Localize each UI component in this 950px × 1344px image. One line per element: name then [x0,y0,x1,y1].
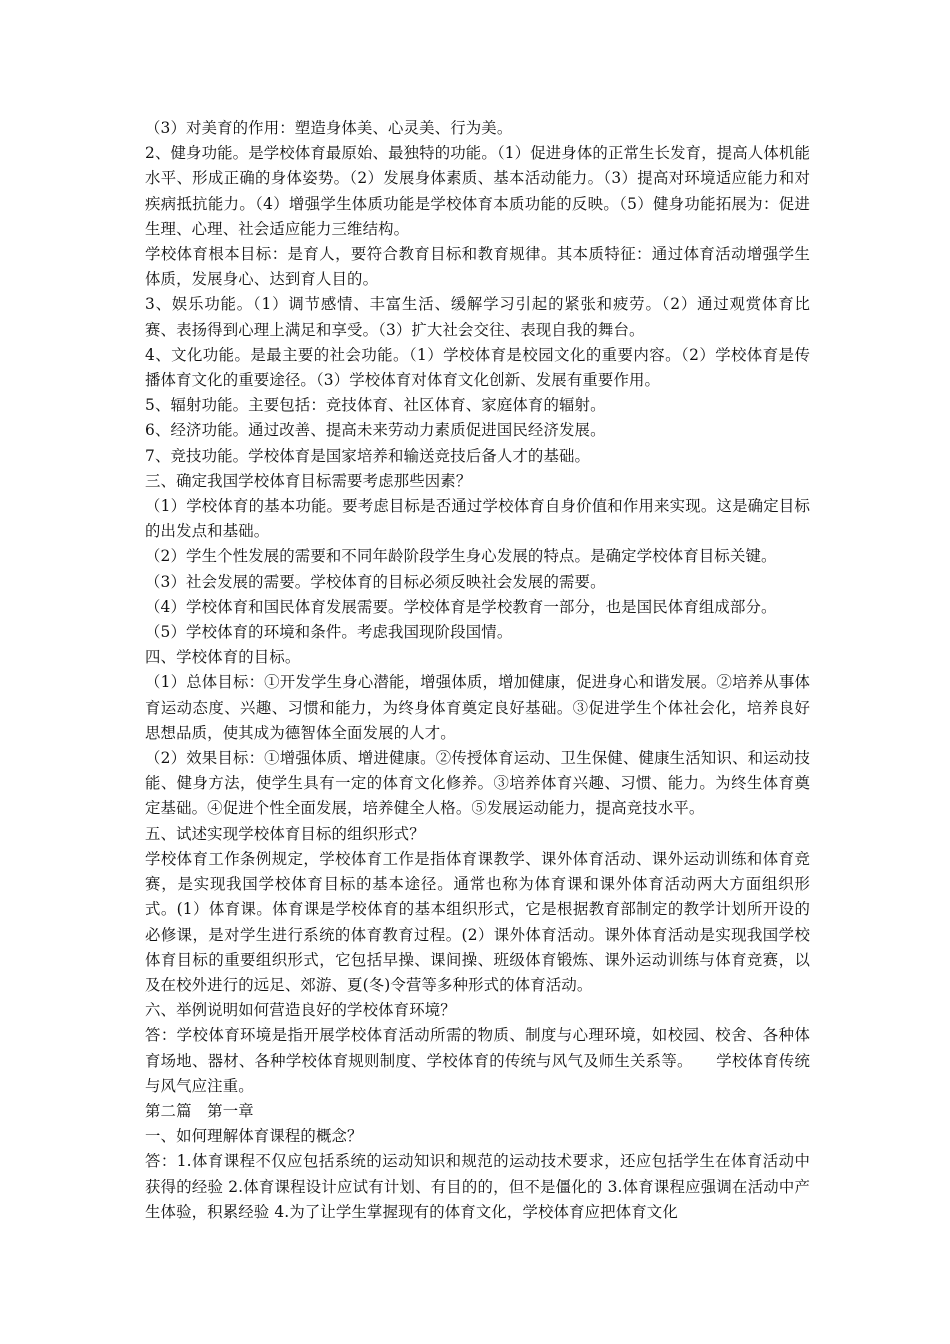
paragraph-factor-3: （3）社会发展的需要。学校体育的目标必须反映社会发展的需要。 [145,572,606,591]
paragraph-competitive-function: 7、竞技功能。学校体育是国家培养和输送竞技后备人才的基础。 [145,446,591,465]
paragraph-economic-function: 6、经济功能。通过改善、提高未来劳动力素质促进国民经济发展。 [145,421,606,440]
paragraph-factor-1: （1）学校体育的基本功能。要考虑目标是否通过学校体育自身价值和作用来实现。这是确定目标的出发点和基础。 [145,497,810,541]
paragraph-fundamental-goal: 学校体育根本目标：是育人，要符合教育目标和教育规律。其本质特征：通过体育活动增强学生体质，发展身心、达到育人目的。 [145,245,810,289]
document-page [145,116,810,1225]
paragraph-overall-goal: （1）总体目标：①开发学生身心潜能，增强体质，增加健康，促进身心和谐发展。②培养从事体育运动态度、兴趣、习惯和能力，为终身体育奠定良好基础。③促进学生个体社会化，培养良好思想品质，使其成为德智体全面发展的人才。 [145,673,810,742]
paragraph-effect-goal: （2）效果目标：①增强体质、增进健康。②传授体育运动、卫生保健、健康生活知识、和运动技能、健身方法，使学生具有一定的体育文化修养。③培养体育兴趣、习惯、能力。为终生体育奠定基础。④促进个性全面发展，培养健全人格。⑤发展运动能力，提高竞技水平。 [145,749,810,818]
paragraph-curriculum-answer: 答：1.体育课程不仅应包括系统的运动知识和规范的运动技术要求，还应包括学生在体育活动中获得的经验 2.体育课程设计应试有计划、有目的的，但不是僵化的 3.体育课程应强调在活动中产生体验，积累经验 4.为了让学生掌握现有的体育文化，学校体育应把体育文化 [145,1152,810,1221]
paragraph-factor-2: （2）学生个性发展的需要和不同年龄阶段学生身心发展的特点。是确定学校体育目标关键。 [145,547,777,566]
paragraph-factor-5: （5）学校体育的环境和条件。考虑我国现阶段国情。 [145,623,513,642]
paragraph-aesthetic-education: （3）对美育的作用：塑造身体美、心灵美、行为美。 [145,119,513,137]
heading-section-six: 六、举例说明如何营造良好的学校体育环境？ [145,1001,456,1020]
heading-part-two-chapter-one: 第二篇 第一章 [145,1101,254,1120]
heading-section-four: 四、学校体育的目标。 [145,648,301,667]
paragraph-entertainment-function: 3、娱乐功能。（1）调节感情、丰富生活、缓解学习引起的紧张和疲劳。（2）通过观赏体育比赛、表扬得到心理上满足和享受。（3）扩大社会交往、表现自我的舞台。 [145,295,810,339]
paragraph-radiation-function: 5、辐射功能。主要包括：竞技体育、社区体育、家庭体育的辐射。 [145,396,606,415]
heading-question-one: 一、如何理解体育课程的概念？ [145,1127,363,1146]
heading-section-three: 三、确定我国学校体育目标需要考虑那些因素？ [145,471,472,490]
paragraph-fitness-function: 2、健身功能。是学校体育最原始、最独特的功能。（1）促进身体的正常生长发育，提高人体机能水平、形成正确的身体姿势。（2）发展身体素质、基本活动能力。（3）提高对环境适应能力和对疾病抵抗能力。（4）增强学生体质功能是学校体育本质功能的反映。（5）健身功能拓展为：促进生理、心理、社会适应能力三维结构。 [145,144,810,238]
paragraph-cultural-function: 4、文化功能。是最主要的社会功能。（1）学校体育是校园文化的重要内容。（2）学校体育是传播体育文化的重要途径。（3）学校体育对体育文化创新、发展有重要作用。 [145,345,810,390]
paragraph-organization-forms: 学校体育工作条例规定，学校体育工作是指体育课教学、课外体育活动、课外运动训练和体育竞赛，是实现我国学校体育目标的基本途径。通常也称为体育课和课外体育活动两大方面组织形式。(1）体育课。体育课是学校体育的基本组织形式，它是根据教育部制定的教学计划所开设的必修课，是对学生进行系统的体育教育过程。(2）课外体育活动。课外体育活动是实现我国学校体育目标的重要组织形式，它包括早操、课间操、班级体育锻炼、课外运动训练与体育竞赛，以及在校外进行的远足、郊游、夏(冬)令营等多种形式的体育活动。 [145,849,810,994]
heading-section-five: 五、试述实现学校体育目标的组织形式？ [145,824,425,843]
paragraph-environment-answer: 答：学校体育环境是指开展学校体育活动所需的物质、制度与心理环境，如校园、校舍、各种体育场地、器材、各种学校体育规则制度、学校体育的传统与风气及师生关系等。 学校体育传统与风气应注重。 [145,1026,810,1095]
paragraph-factor-4: （4）学校体育和国民体育发展需要。学校体育是学校教育一部分，也是国民体育组成部分。 [145,597,777,616]
